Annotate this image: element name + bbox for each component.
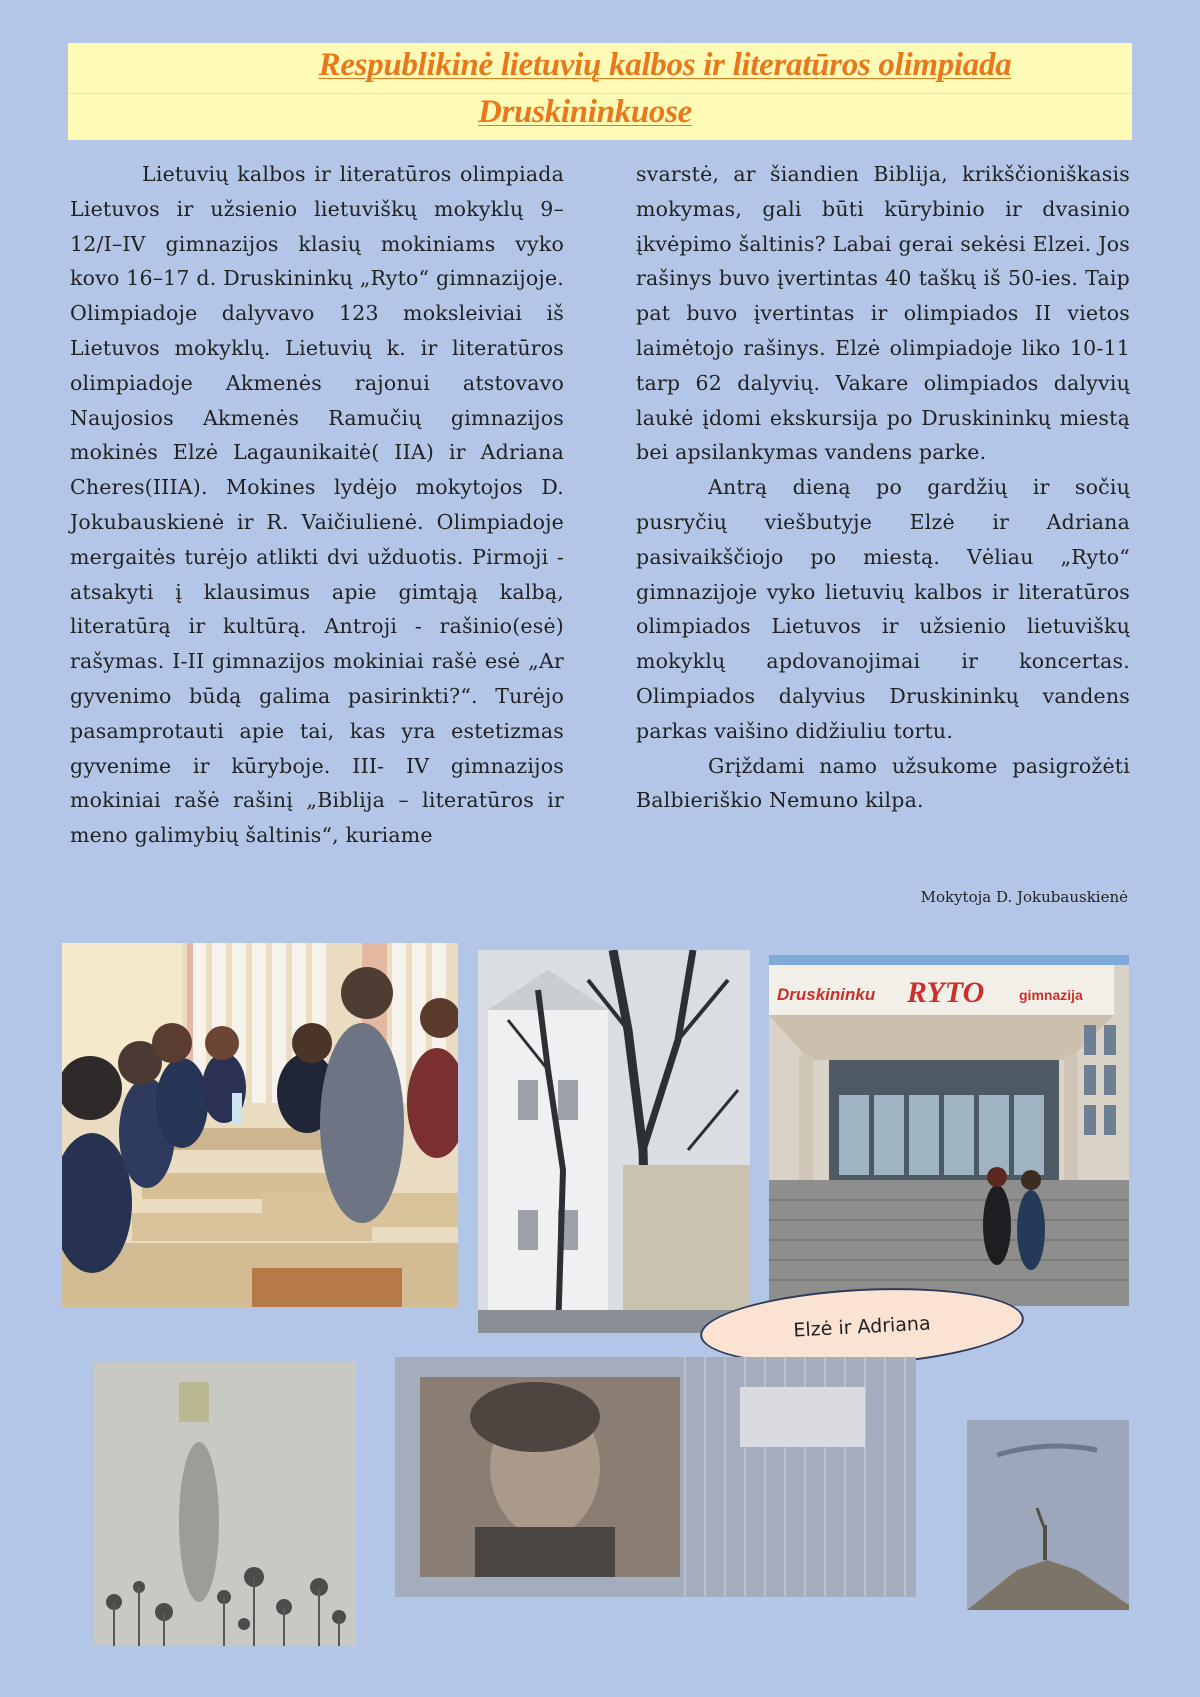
page-title-line1: Respublikinė lietuvių kalbos ir literatūros olimpiada [318, 47, 1012, 83]
portrait-wall-photo [395, 1357, 916, 1597]
tower-photo [478, 950, 750, 1333]
article-paragraph: Antrą dieną po gardžių ir sočių pusryčių viešbutyje Elzė ir Adriana pasivaikščiojo po miestą. Vėliau „Ryto“ gimnazijoje vyko lietuvių kalbos ir literatūros olimpiados Lietuvos ir užsienio lietuviškų mokyklų apdovanojimai ir koncertas. Olimpiados dalyvius Druskininkų vandens parkas vaišino didžiuliu tortu. [636, 475, 1130, 743]
title-banner [68, 43, 1132, 140]
mountain-painting-photo [967, 1420, 1129, 1610]
school-building-photo [769, 955, 1129, 1306]
artwork-photo-flowers [94, 1362, 356, 1646]
author-signature: Mokytoja D. Jokubauskienė [920, 888, 1128, 906]
school-sign-suffix: gimnazija [1019, 987, 1083, 1003]
school-sign-text: Druskininku [777, 985, 876, 1004]
article-column-right [636, 157, 1130, 818]
page-title-line2: Druskininkuose [477, 94, 693, 130]
article-paragraph: svarstė, ar šiandien Biblija, krikščioniškasis mokymas, gali būti kūrybinio ir dvasinio įkvėpimo šaltinis? Labai gerai sekėsi Elzei. Jos rašinys buvo įvertintas 40 taškų iš 50-ies. Taip pat buvo įvertintas ir olimpiados II vietos laimėtojo rašinys. Elzė olimpiadoje liko 10-11 tarp 62 dalyvių. Vakare olimpiados dalyvių laukė įdomi ekskursija po Druskininkų miestą bei apsilankymas vandens parke. [636, 162, 1130, 465]
article-column-left [70, 157, 564, 853]
school-sign-name: RYTO [907, 976, 985, 1009]
article-paragraph: Lietuvių kalbos ir literatūros olimpiada Lietuvos ir užsienio lietuviškų mokyklų 9–12/I–IV gimnazijos klasių mokiniams vyko kovo 16–17 d. Druskininkų „Ryto“ gimnazijoje. Olimpiadoje dalyvavo 123 moksleiviai iš Lietuvos mokyklų. Lietuvių k. ir literatūros olimpiadoje Akmenės rajonui atstovavo Naujosios Akmenės Ramučių gimnazijos mokinės Elzė Lagaunikaitė( IIA) ir Adriana Cheres(IIIA). Mokines lydėjo mokytojos D. Jokubauskienė ir R. Vaičiulienė. Olimpiadoje mergaitės turėjo atlikti dvi užduotis. Pirmoji - atsakyti į klausimus apie gimtąją kalbą, literatūrą ir kultūrą. Antroji - rašinio(esė) rašymas. I-II gimnazijos mokiniai rašė esė „Ar gyvenimo būdą galima pasirinkti?“. Turėjo pasamprotauti apie tai, kas yra estetizmas gyvenime ir kūryboje. III- IV gimnazijos mokiniai rašė rašinį „Biblija – literatūros ir meno galimybių šaltinis“, kuriame [70, 162, 564, 848]
article-paragraph: Grįždami namo užsukome pasigrožėti Balbieriškio Nemuno kilpa. [636, 753, 1130, 813]
photo-caption-text: Elzė ir Adriana [792, 1312, 932, 1342]
classroom-photo [62, 943, 458, 1307]
